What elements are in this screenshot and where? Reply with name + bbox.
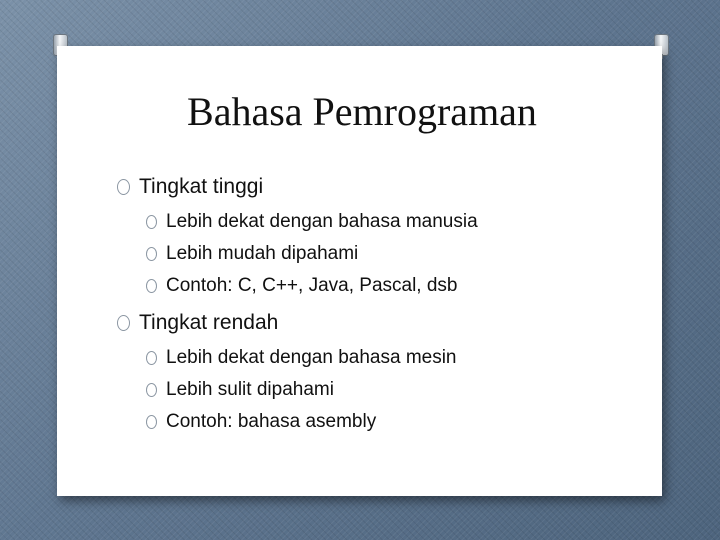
list-item-text: Lebih mudah dipahami (166, 243, 359, 264)
section-heading: Tingkat tinggi (139, 175, 264, 198)
list-item-level2 (146, 374, 478, 406)
list-item-text: Lebih sulit dipahami (166, 379, 334, 400)
hollow-circle-bullet-icon (146, 215, 157, 229)
list-item-level2 (146, 270, 478, 302)
hollow-circle-bullet-icon (146, 247, 157, 261)
list-item-text: Contoh: C, C++, Java, Pascal, dsb (166, 275, 458, 296)
list-item-text: Contoh: bahasa asembly (166, 411, 377, 432)
list-item-level2 (146, 206, 478, 238)
list-item-level2 (146, 406, 478, 438)
list-item-text: Lebih dekat dengan bahasa manusia (166, 211, 478, 232)
list-item-text: Lebih dekat dengan bahasa mesin (166, 347, 457, 368)
hollow-circle-bullet-icon (146, 383, 157, 397)
hollow-circle-bullet-icon (146, 279, 157, 293)
hollow-circle-bullet-icon (117, 315, 130, 331)
section-heading: Tingkat rendah (139, 311, 279, 334)
hollow-circle-bullet-icon (146, 351, 157, 365)
list-item-level1 (117, 308, 478, 338)
list-item-level2 (146, 342, 478, 374)
hollow-circle-bullet-icon (117, 179, 130, 195)
list-item-level1 (117, 172, 478, 202)
slide-title: Bahasa Pemrograman (187, 89, 537, 134)
bullet-list (117, 172, 478, 444)
list-item-level2 (146, 238, 478, 270)
hollow-circle-bullet-icon (146, 415, 157, 429)
